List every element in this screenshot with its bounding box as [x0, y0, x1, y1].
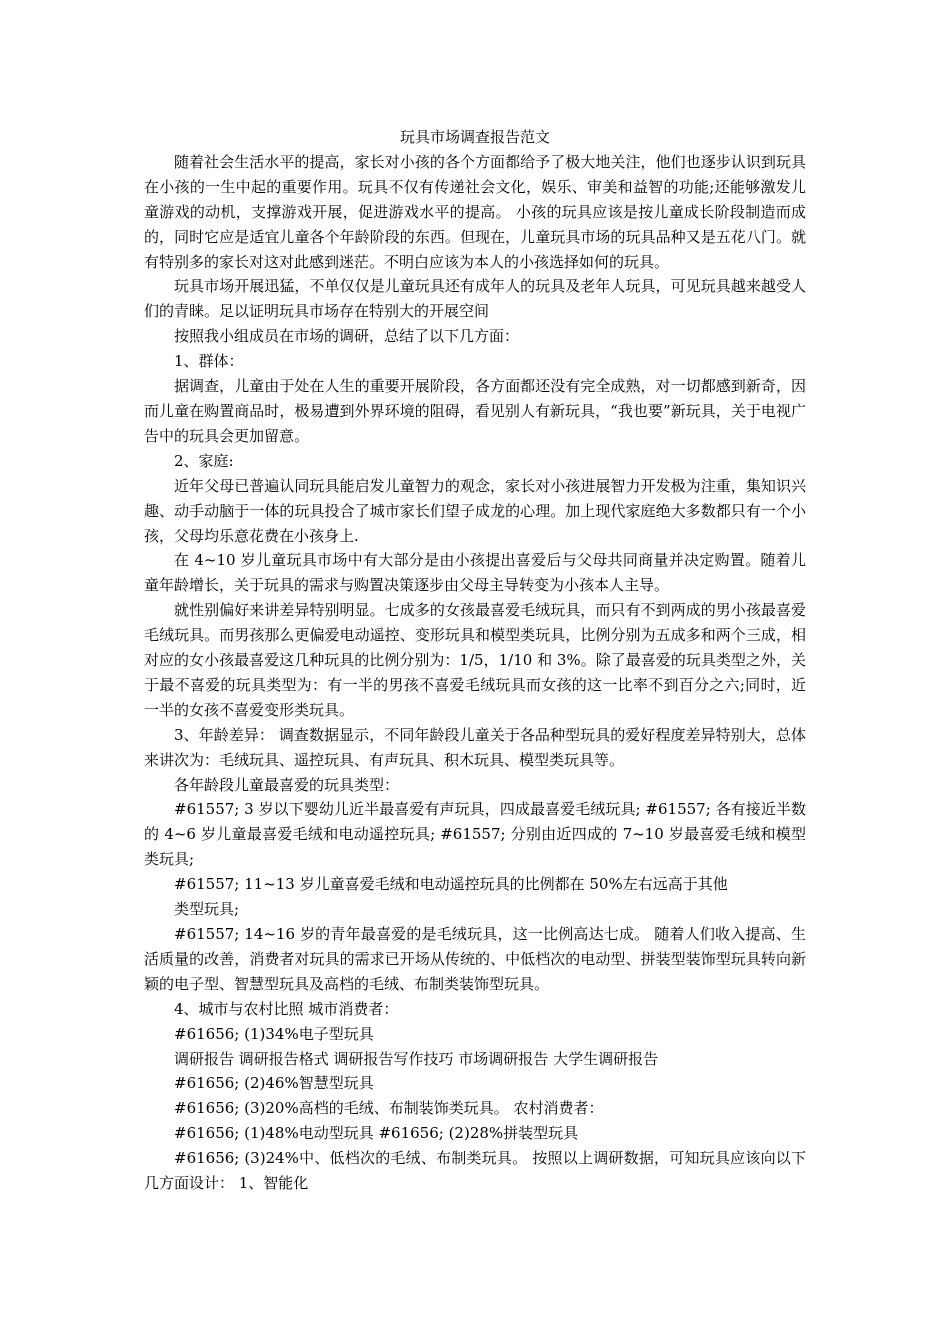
paragraph-family: 近年父母已普遍认同玩具能启发儿童智力的观念，家长对小孩进展智力开发极为注重，集知识兴趣、动手动脑于一体的玩具投合了城市家长们望子成龙的心理。加上现代家庭绝大多数都只有一个小孩，父母均乐意花费在小孩身上.: [144, 476, 806, 545]
paragraph-intro: 随着社会生活水平的提高，家长对小孩的各个方面都给予了极大地关注，他们也逐步认识到玩具在小孩的一生中起的重要作用。玩具不仅有传递社会文化，娱乐、审美和益智的功能;还能够激发儿童游戏的动机，支撑游戏开展，促进游戏水平的提高。 小孩的玩具应该是按儿童成长阶段制造而成的，同时它应是适宜儿童各个年龄阶段的东西。但现在，儿童玩具市场的玩具品种又是五花八门。就有特别多的家长对这对此感到迷茫。不明白应该为本人的小孩选择如何的玩具。: [144, 152, 806, 271]
section-heading-family: 2、家庭:: [174, 451, 234, 470]
list-item-urban-2: #61656; (2)46%智慧型玩具: [174, 1074, 374, 1093]
paragraph-gender-preference: 就性别偏好来讲差异特别明显。七成多的女孩最喜爱毛绒玩具，而只有不到两成的男小孩最喜爱毛绒玩具。而男孩那么更偏爱电动遥控、变形玩具和模型类玩具，比例分别为五成多和两个三成，相对应的女小孩最喜爱这几种玩具的比例分别为：1/5，1/10 和 3%。除了最喜爱的玩具类型之外，关于最不喜爱的玩具类型为：有一半的男孩不喜爱毛绒玩具而女孩的这一比率不到百分之六;同时，近一半的女孩不喜爱变形类玩具。: [144, 601, 806, 719]
paragraph-age-list-1: #61557; 3 岁以下婴幼儿近半最喜爱有声玩具，四成最喜爱毛绒玩具; #61557; 各有接近半数的 4~6 岁儿童最喜爱毛绒和电动遥控玩具; #61557; 分别由近四成的 7~10 岁最喜爱毛绒和模型类玩具;: [144, 800, 806, 869]
paragraph-age-types-heading: 各年龄段儿童最喜爱的玩具类型：: [174, 775, 400, 794]
paragraph-age-list-2-continued: 类型玩具;: [174, 900, 240, 919]
paragraph-keywords: 调研报告 调研报告格式 调研报告写作技巧 市场调研报告 大学生调研报告: [174, 1049, 659, 1068]
paragraph-group: 据调查，儿童由于处在人生的重要开展阶段，各方面都还没有完全成熟，对一切都感到新奇，因而儿童在购置商品时，极易遭到外界环境的阻碍，看见别人有新玩具，“我也要”新玩具，关于电视广告中的玩具会更加留意。: [144, 377, 806, 445]
paragraph-market-growth: 玩具市场开展迅猛，不单仅仅是儿童玩具还有成年人的玩具及老年人玩具，可见玩具越来越受人们的青睐。足以证明玩具市场存在特别大的开展空间: [144, 277, 806, 321]
paragraph-age-list-3: #61557; 14~16 岁的青年最喜爱的是毛绒玩具，这一比例高达七成。 随着人们收入提高、生活质量的改善，消费者对玩具的需求已开场从传统的、中低档次的电动型、拼装型装饰型玩具转向新颖的电子型、智慧型玩具及高档的毛绒、布制类装饰型玩具。: [144, 925, 806, 993]
document-body: [144, 125, 806, 1196]
paragraph-survey-summary: 按照我小组成员在市场的调研，总结了以下几方面：: [174, 327, 520, 346]
section-heading-group: 1、群体：: [174, 352, 244, 371]
document-title: 玩具市场调查报告范文: [399, 128, 550, 146]
paragraph-age-difference: 3、年龄差异： 调查数据显示，不同年龄段儿童关于各品种型玩具的爱好程度差异特别大，总体来讲次为：毛绒玩具、遥控玩具、有声玩具、积木玩具、模型类玩具等。: [144, 725, 806, 769]
list-item-rural-3: #61656; (3)24%中、低档次的毛绒、布制类玩具。 按照以上调研数据，可知玩具应该向以下几方面设计： 1、智能化: [144, 1149, 806, 1193]
paragraph-purchase-decision: 在 4~10 岁儿童玩具市场中有大部分是由小孩提出喜爱后与父母共同商量并决定购置。随着儿童年龄增长，关于玩具的需求与购置决策逐步由父母主导转变为小孩本人主导。: [144, 551, 806, 595]
section-heading-urban-rural: 4、城市与农村比照 城市消费者：: [174, 999, 399, 1018]
list-item-urban-3: #61656; (3)20%高档的毛绒、布制装饰类玩具。 农村消费者：: [174, 1099, 604, 1118]
list-item-rural-1-2: #61656; (1)48%电动型玩具 #61656; (2)28%拼装型玩具: [174, 1124, 579, 1143]
list-item-urban-1: #61656; (1)34%电子型玩具: [174, 1024, 374, 1043]
paragraph-age-list-2: #61557; 11~13 岁儿童喜爱毛绒和电动遥控玩具的比例都在 50%左右远高于其他: [174, 875, 728, 894]
